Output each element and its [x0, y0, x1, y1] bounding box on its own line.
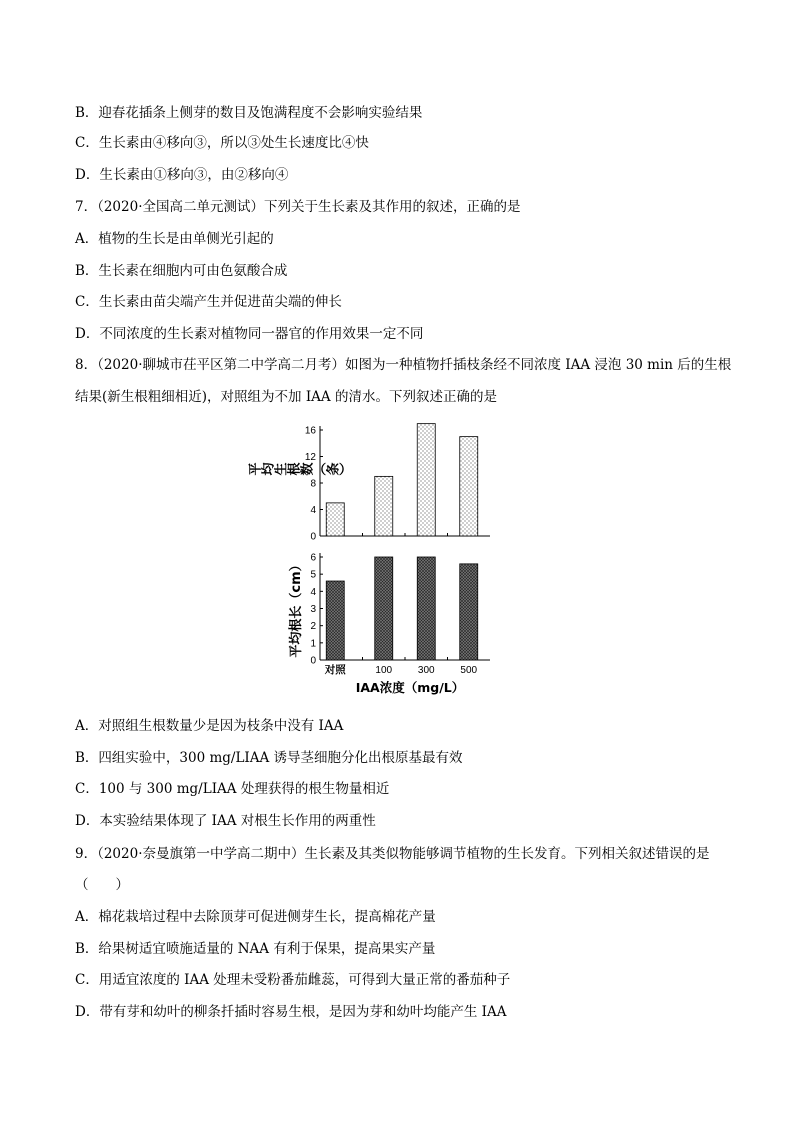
q7-option-b: B．生长素在细胞内可由色氨酸合成: [75, 263, 288, 279]
q7-stem: 7．（2020·全国高二单元测试）下列关于生长素及其作用的叙述，正确的是: [75, 199, 521, 215]
iaa-bar-charts: [248, 418, 510, 703]
top-y-tick-label: 0: [310, 531, 316, 543]
q6-option-b: B．迎春花插条上侧芽的数目及饱满程度不会影响实验结果: [75, 105, 423, 121]
x-category-label: 100: [375, 665, 393, 676]
top-bar-2: [375, 476, 393, 536]
bottom-y-tick-label: 1: [310, 638, 316, 650]
q9-stem: 9．（2020·奈曼旗第一中学高二期中）生长素及其类似物能够调节植物的生长发育。下列相关叙述错误的是: [75, 846, 710, 862]
bottom-bar-4: [460, 564, 478, 660]
top-y-tick-label: 8: [310, 478, 316, 490]
top-bar-4: [460, 437, 478, 536]
top-chart-ylabel: 平均生根数（条）: [248, 463, 352, 479]
bottom-bar-3: [417, 557, 435, 660]
q7-option-a: A．植物的生长是由单侧光引起的: [75, 231, 274, 247]
top-bar-1: [326, 503, 344, 536]
bottom-y-tick-label: 3: [310, 604, 316, 615]
top-y-tick-label: 4: [310, 505, 316, 516]
q9-option-b: B．给果树适宜喷施适量的 NAA 有利于保果，提高果实产量: [75, 941, 436, 957]
q8-option-a: A．对照组生根数量少是因为枝条中没有 IAA: [75, 718, 344, 734]
q9-option-d: D．带有芽和幼叶的柳条扦插时容易生根，是因为芽和幼叶均能产生 IAA: [75, 1004, 507, 1020]
q9-option-a: A．棉花栽培过程中去除顶芽可促进侧芽生长，提高棉花产量: [75, 909, 436, 925]
q6-option-d: D．生长素由①移向③，由②移向④: [75, 167, 289, 183]
q7-option-d: D．不同浓度的生长素对植物同一器官的作用效果一定不同: [75, 326, 424, 342]
x-category-label: 300: [417, 665, 435, 676]
bottom-y-tick-label: 6: [310, 552, 316, 564]
bottom-chart-ylabel: 平均根长（cm）: [289, 558, 304, 658]
q6-option-c: C．生长素由④移向③，所以③处生长速度比④快: [75, 135, 369, 151]
bottom-y-tick-label: 5: [310, 569, 316, 581]
q8-stem-line1: 8．（2020·聊城市茌平区第二中学高二月考）如图为一种植物扦插枝条经不同浓度 IAA 浸泡 30 min 后的生根: [75, 357, 732, 373]
bottom-chart-xlabel: IAA浓度（mg/L）: [355, 680, 465, 695]
x-category-label: 对照: [324, 664, 346, 676]
q8-option-c: C．100 与 300 mg/LIAA 处理获得的根生物量相近: [75, 781, 390, 797]
top-y-tick-label: 12: [304, 452, 316, 463]
q7-option-c: C．生长素由苗尖端产生并促进苗尖端的伸长: [75, 294, 342, 310]
q9-answer-blank: （ ）: [75, 877, 129, 893]
q8-stem-line2: 结果(新生根粗细相近)，对照组为不加 IAA 的清水。下列叙述正确的是: [75, 389, 497, 405]
bottom-y-tick-label: 4: [310, 586, 316, 598]
q8-option-b: B．四组实验中，300 mg/LIAA 诱导茎细胞分化出根原基最有效: [75, 750, 463, 766]
bottom-y-tick-label: 2: [310, 621, 316, 633]
top-y-tick-label: 16: [304, 425, 316, 437]
bottom-bar-2: [375, 557, 393, 660]
bottom-bar-1: [326, 581, 344, 660]
bottom-y-tick-label: 0: [310, 655, 316, 667]
top-bar-3: [417, 424, 435, 536]
q8-option-d: D．本实验结果体现了 IAA 对根生长作用的两重性: [75, 813, 376, 829]
q9-option-c: C．用适宜浓度的 IAA 处理未受粉番茄雌蕊，可得到大量正常的番茄种子: [75, 972, 511, 988]
x-category-label: 500: [460, 665, 478, 676]
